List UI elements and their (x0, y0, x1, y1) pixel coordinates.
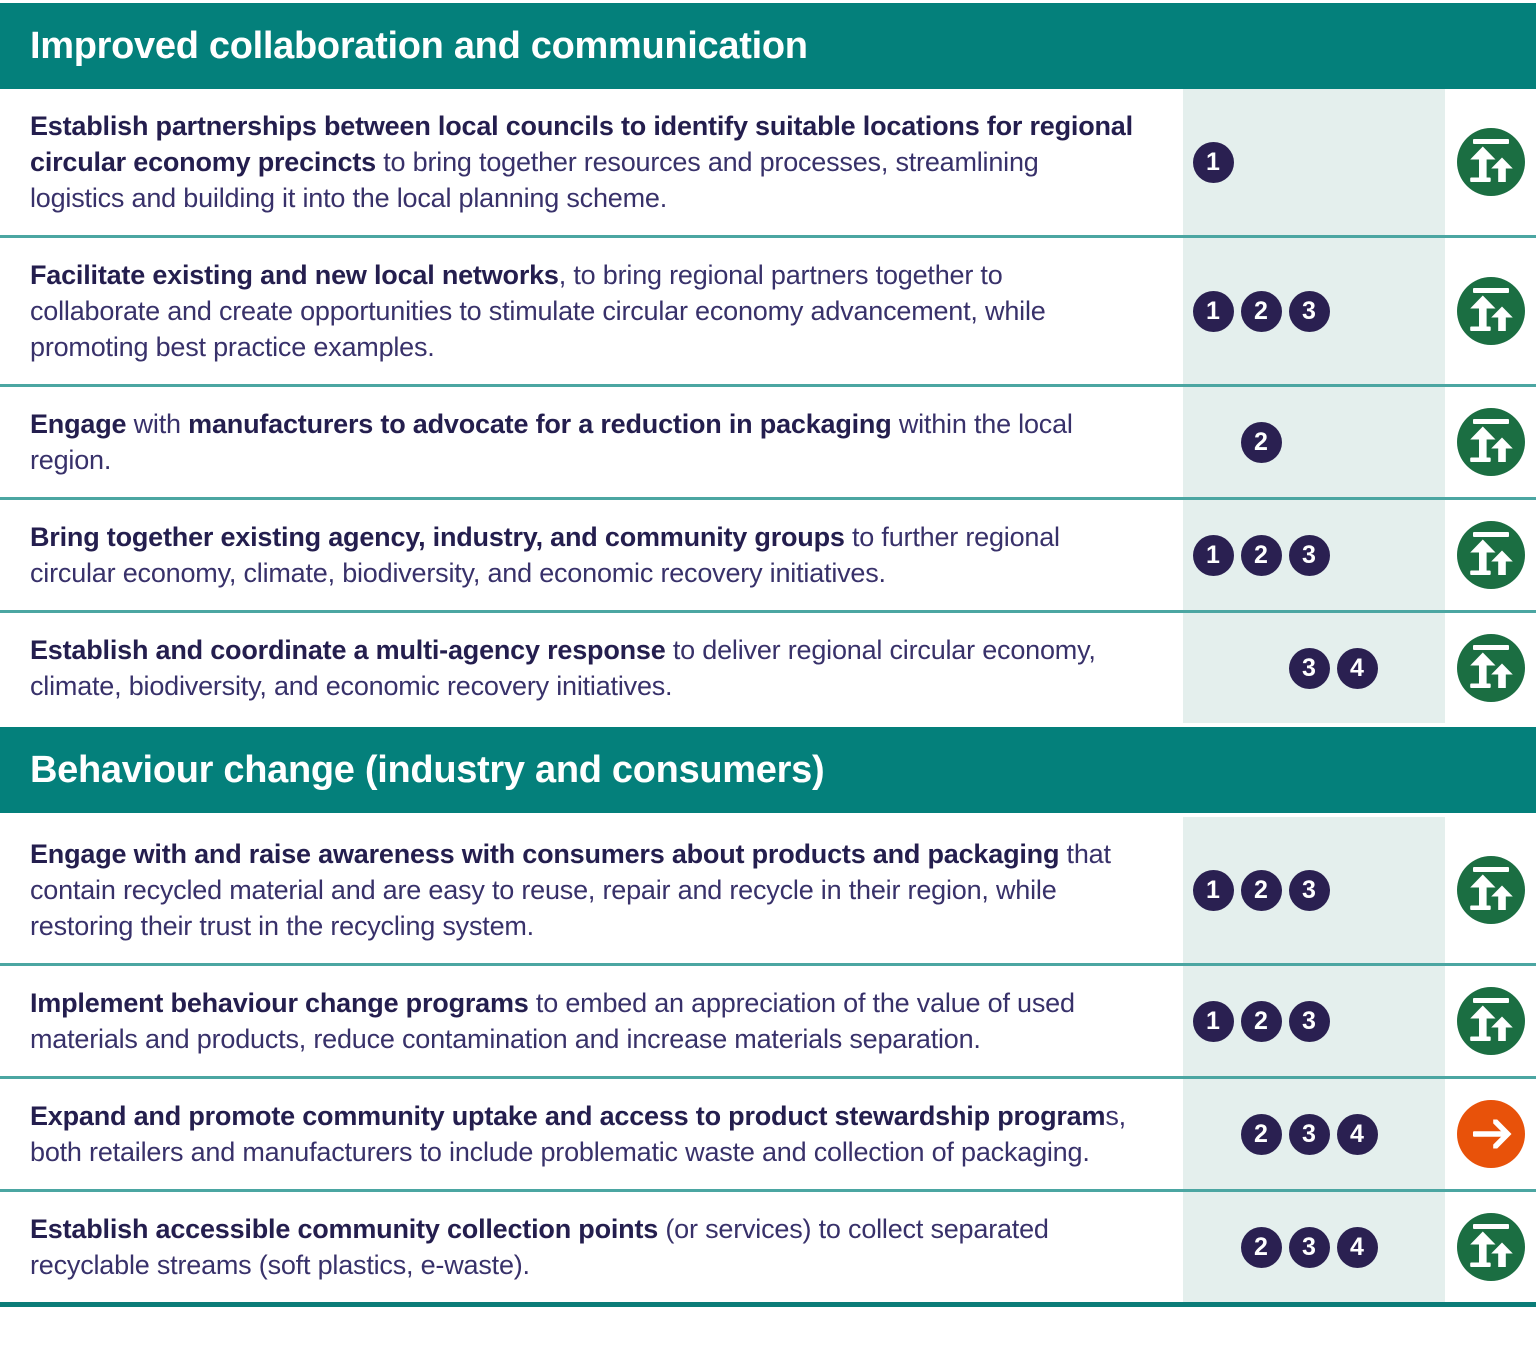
stage-badge-3: 3 (1289, 291, 1330, 332)
icon-cell (1445, 89, 1536, 235)
initiative-row (0, 1192, 1536, 1302)
double-arrow-up-with-bars-icon (1457, 634, 1525, 702)
stage-slot-4 (1333, 997, 1381, 1045)
stage-slot-1 (1189, 644, 1237, 692)
row-text (0, 966, 1183, 1076)
row-text-emphasis: manufacturers to advocate for a reduction in packaging (188, 409, 892, 439)
stage-column (1183, 89, 1445, 235)
icon-cell (1445, 500, 1536, 610)
section-header-behaviour-change (0, 727, 1536, 813)
stage-badge-2: 2 (1241, 291, 1282, 332)
stage-column (1183, 966, 1445, 1076)
stage-slot-1 (1189, 1110, 1237, 1158)
stage-badge-1: 1 (1193, 142, 1234, 183)
row-text-emphasis: Engage (30, 409, 127, 439)
stage-column (1183, 1192, 1445, 1302)
stage-badge-3: 3 (1289, 648, 1330, 689)
stage-badge-1: 1 (1193, 870, 1234, 911)
row-text-emphasis: Implement behaviour change programs (30, 988, 529, 1018)
initiative-row (0, 238, 1536, 384)
stage-slot-2 (1237, 1110, 1285, 1158)
stage-badge-2: 2 (1241, 535, 1282, 576)
row-text (0, 817, 1183, 963)
stage-slot-4 (1333, 418, 1381, 466)
row-text-regular: to embed an appreciation of the value of used materials and products, reduce contamination and increase materials separation. (30, 988, 1075, 1054)
stage-badge-3: 3 (1289, 1001, 1330, 1042)
row-text (0, 89, 1183, 235)
double-arrow-up-with-bars-icon (1457, 408, 1525, 476)
double-arrow-up-with-bars-icon (1457, 521, 1525, 589)
stage-column (1183, 817, 1445, 963)
stage-slot-4 (1333, 138, 1381, 186)
row-text-regular: , to bring regional partners together to collaborate and create opportunities to stimulate circular economy advancement, while promoting best practice examples. (30, 260, 1046, 362)
stage-slot-1 (1189, 866, 1237, 914)
icon-cell (1445, 817, 1536, 963)
row-text-content (30, 108, 1138, 216)
stage-slot-2 (1237, 1223, 1285, 1271)
row-text-regular: (or services) to collect separated recyclable streams (soft plastics, e-waste). (30, 1214, 1049, 1280)
stage-badge-4: 4 (1337, 1114, 1378, 1155)
stage-slot-1 (1189, 531, 1237, 579)
stage-slot-1 (1189, 1223, 1237, 1271)
bottom-rule (0, 1302, 1536, 1307)
stage-slot-2 (1237, 287, 1285, 335)
row-text-regular: with (126, 409, 189, 439)
stage-column (1183, 500, 1445, 610)
initiative-row (0, 966, 1536, 1076)
stage-slot-1 (1189, 138, 1237, 186)
initiative-row (0, 1079, 1536, 1189)
stage-column (1183, 387, 1445, 497)
double-arrow-up-with-bars-icon (1457, 1213, 1525, 1281)
initiative-row (0, 817, 1536, 963)
arrow-right-icon (1457, 1100, 1525, 1168)
row-text-content (30, 1211, 1138, 1283)
section-header-label: Improved collaboration and communication (30, 24, 808, 67)
double-arrow-up-with-bars-icon (1457, 987, 1525, 1055)
initiative-row (0, 89, 1536, 235)
row-text (0, 500, 1183, 610)
double-arrow-up-with-bars-icon (1457, 128, 1525, 196)
row-text-content (30, 985, 1138, 1057)
row-text-content (30, 257, 1138, 365)
stage-slot-3 (1285, 866, 1333, 914)
stage-slot-3 (1285, 1223, 1333, 1271)
row-text-emphasis: Establish accessible community collection points (30, 1214, 659, 1244)
icon-cell (1445, 387, 1536, 497)
stage-slot-4 (1333, 866, 1381, 914)
initiative-row (0, 613, 1536, 723)
stage-badge-4: 4 (1337, 648, 1378, 689)
row-text-content (30, 406, 1138, 478)
row-text-regular: to further regional circular economy, climate, biodiversity, and economic recovery initiatives. (30, 522, 1060, 588)
stage-slot-3 (1285, 138, 1333, 186)
stage-slot-2 (1237, 866, 1285, 914)
section-collaboration-rows (0, 89, 1536, 723)
section-header-collaboration (0, 3, 1536, 89)
stage-badge-2: 2 (1241, 870, 1282, 911)
row-text (0, 387, 1183, 497)
double-arrow-up-with-bars-icon (1457, 856, 1525, 924)
stage-slot-1 (1189, 418, 1237, 466)
initiative-row (0, 500, 1536, 610)
stage-slot-4 (1333, 531, 1381, 579)
double-arrow-up-with-bars-icon (1457, 277, 1525, 345)
stage-slot-3 (1285, 531, 1333, 579)
row-text-emphasis: Establish partnerships between local councils to identify suitable locations for regional circular economy precincts (30, 111, 1133, 177)
stage-slot-1 (1189, 997, 1237, 1045)
stage-slot-2 (1237, 418, 1285, 466)
stage-column (1183, 613, 1445, 723)
icon-cell (1445, 1079, 1536, 1189)
stage-slot-3 (1285, 418, 1333, 466)
stage-badge-2: 2 (1241, 1227, 1282, 1268)
row-text-regular: that contain recycled material and are easy to reuse, repair and recycle in their region, while restoring their trust in the recycling system. (30, 839, 1111, 941)
row-text (0, 1192, 1183, 1302)
stage-slot-2 (1237, 138, 1285, 186)
stage-column (1183, 238, 1445, 384)
row-text (0, 613, 1183, 723)
row-text-content (30, 632, 1138, 704)
stage-slot-1 (1189, 287, 1237, 335)
stage-badge-1: 1 (1193, 291, 1234, 332)
stage-slot-4 (1333, 644, 1381, 692)
row-text-content (30, 1098, 1138, 1170)
row-text-regular: s, both retailers and manufacturers to include problematic waste and collection of packaging. (30, 1101, 1126, 1167)
row-text-emphasis: Facilitate existing and new local networks (30, 260, 559, 290)
stage-slot-2 (1237, 531, 1285, 579)
row-text-regular: within the local region. (30, 409, 1073, 475)
row-text-emphasis: Expand and promote community uptake and access to product stewardship program (30, 1101, 1106, 1131)
icon-cell (1445, 238, 1536, 384)
stage-badge-2: 2 (1241, 422, 1282, 463)
stage-column (1183, 1079, 1445, 1189)
initiative-row (0, 387, 1536, 497)
stage-slot-4 (1333, 287, 1381, 335)
stage-badge-2: 2 (1241, 1114, 1282, 1155)
stage-slot-4 (1333, 1110, 1381, 1158)
row-text-emphasis: Bring together existing agency, industry, and community groups (30, 522, 845, 552)
row-text-emphasis: Engage with and raise awareness with consumers about products and packaging (30, 839, 1060, 869)
icon-cell (1445, 1192, 1536, 1302)
stage-slot-3 (1285, 997, 1333, 1045)
stage-badge-2: 2 (1241, 1001, 1282, 1042)
stage-slot-3 (1285, 1110, 1333, 1158)
icon-cell (1445, 613, 1536, 723)
stage-badge-3: 3 (1289, 1227, 1330, 1268)
stage-badge-3: 3 (1289, 870, 1330, 911)
stage-slot-3 (1285, 287, 1333, 335)
row-text (0, 1079, 1183, 1189)
stage-badge-1: 1 (1193, 535, 1234, 576)
stage-slot-2 (1237, 997, 1285, 1045)
row-text-regular: to bring together resources and processes, streamlining logistics and building it into the local planning scheme. (30, 147, 1039, 213)
row-text (0, 238, 1183, 384)
row-text-regular: to deliver regional circular economy, climate, biodiversity, and economic recovery initiatives. (30, 635, 1096, 701)
stage-badge-3: 3 (1289, 535, 1330, 576)
icon-cell (1445, 966, 1536, 1076)
stage-slot-3 (1285, 644, 1333, 692)
stage-slot-4 (1333, 1223, 1381, 1271)
stage-badge-1: 1 (1193, 1001, 1234, 1042)
row-text-emphasis: Establish and coordinate a multi-agency response (30, 635, 666, 665)
stage-badge-3: 3 (1289, 1114, 1330, 1155)
row-text-content (30, 836, 1138, 944)
row-text-content (30, 519, 1138, 591)
section-behaviour-change-rows (0, 817, 1536, 1302)
stage-badge-4: 4 (1337, 1227, 1378, 1268)
stage-slot-2 (1237, 644, 1285, 692)
section-header-label: Behaviour change (industry and consumers) (30, 748, 825, 791)
